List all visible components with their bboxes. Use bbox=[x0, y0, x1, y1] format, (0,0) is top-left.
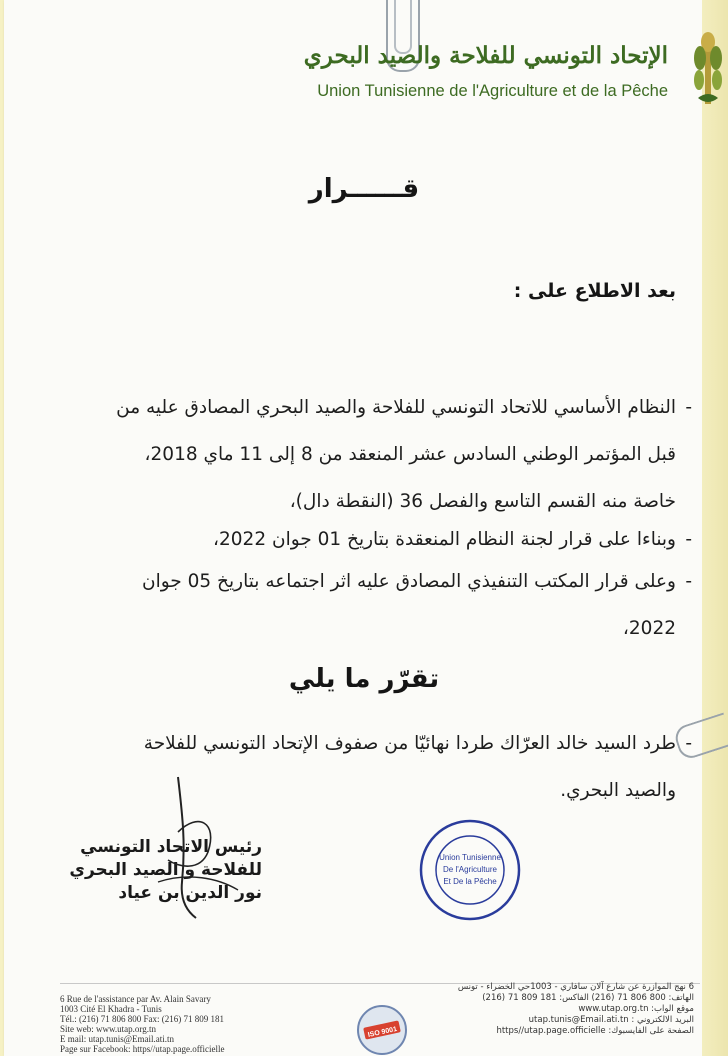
svg-text:Union Tunisienne: Union Tunisienne bbox=[439, 853, 501, 862]
footer-line: الهاتف: 800 806 71 (216) الفاكس: 181 809 71 (216) bbox=[482, 993, 694, 1003]
wheat-fish-logo-icon bbox=[690, 24, 726, 110]
official-stamp bbox=[418, 818, 522, 922]
org-name-arabic: الإتحاد التونسي للفلاحة والصيد البحري bbox=[303, 42, 668, 69]
iso-certification-badge-icon bbox=[354, 1000, 410, 1056]
signatory-name: نور الدين بن عياد bbox=[118, 883, 262, 903]
handwritten-signature bbox=[138, 772, 248, 922]
footer-line: 6 نهج الموازرة عن شارع آلان سافاري - 1003حي الخضراء - تونس bbox=[457, 982, 694, 992]
org-name-french: Union Tunisienne de l'Agriculture et de la Pêche bbox=[317, 82, 668, 100]
footer-line: الصفحة على الفايسبوك: https//utap.page.officielle bbox=[496, 1026, 694, 1036]
signatory-title: رئيس الاتحاد التونسي bbox=[80, 837, 262, 857]
consideration-text: وبناءا على قرار لجنة النظام المنعقدة بتاريخ 01 جوان 2022، bbox=[213, 529, 676, 550]
footer-address-ar bbox=[434, 982, 694, 1037]
footer-line: موقع الواب: www.utap.org.tn bbox=[578, 1004, 694, 1014]
iso-label: ISO 9001 bbox=[367, 1025, 398, 1039]
svg-text:Et De la Pêche: Et De la Pêche bbox=[443, 877, 497, 886]
footer-line: 6 Rue de l'assistance par Av. Alain Savary bbox=[60, 994, 211, 1004]
footer-line: 1003 Cité El Khadra - Tunis bbox=[60, 1004, 162, 1014]
intro-line: بعد الاطلاع على : bbox=[513, 280, 676, 302]
svg-text:De l'Agriculture: De l'Agriculture bbox=[443, 865, 497, 874]
consideration-item: - النظام الأساسي للاتحاد التونسي للفلاحة والصيد البحري المصادق عليه من قبل المؤتمر الوطني السادس عشر المنعقد من 8 إلى 11 ماي 2018، خاصة منه القسم التاسع والفصل 36 (النقطة دال)، bbox=[116, 397, 692, 512]
footer-line: البريد الالكتروني : utap.tunis@Email.ati.tn bbox=[528, 1015, 694, 1025]
footer-line: E mail: utap.tunis@Email.ati.tn bbox=[60, 1034, 175, 1044]
footer-line: Page sur Facebook: https//utap.page.officielle bbox=[60, 1044, 225, 1054]
footer-line: Site web: www.utap.org.tn bbox=[60, 1024, 156, 1034]
consideration-item: - وبناءا على قرار لجنة النظام المنعقدة بتاريخ 01 جوان 2022، bbox=[213, 529, 692, 550]
document-title: قــــــرار bbox=[308, 174, 420, 204]
consideration-item: - وعلى قرار المكتب التنفيذي المصادق عليه اثر اجتماعه بتاريخ 05 جوان 2022، bbox=[142, 571, 692, 639]
footer-address-fr bbox=[60, 994, 280, 1054]
consideration-text: وعلى قرار المكتب التنفيذي المصادق عليه اثر اجتماعه بتاريخ 05 جوان 2022، bbox=[142, 571, 676, 639]
page-edge bbox=[702, 0, 728, 1056]
footer-line: Tél.: (216) 71 806 800 Fax: (216) 71 809 181 bbox=[60, 1014, 224, 1024]
signatory-org: للفلاحة و الصيد البحري bbox=[69, 860, 262, 880]
decision-text: طرد السيد خالد العرّاك طردا نهائيّا من صفوف الإتحاد التونسي للفلاحة والصيد البحري. bbox=[143, 733, 676, 801]
consideration-text: النظام الأساسي للاتحاد التونسي للفلاحة والصيد البحري المصادق عليه من قبل المؤتمر الوطني السادس عشر المنعقد من 8 إلى 11 ماي 2018، خاصة منه القسم التاسع والفصل 36 (النقطة دال)، bbox=[116, 397, 676, 512]
decision-heading: تقرّر ما يلي bbox=[288, 664, 440, 694]
decision-item: - طرد السيد خالد العرّاك طردا نهائيّا من صفوف الإتحاد التونسي للفلاحة والصيد البحري. bbox=[143, 733, 692, 801]
